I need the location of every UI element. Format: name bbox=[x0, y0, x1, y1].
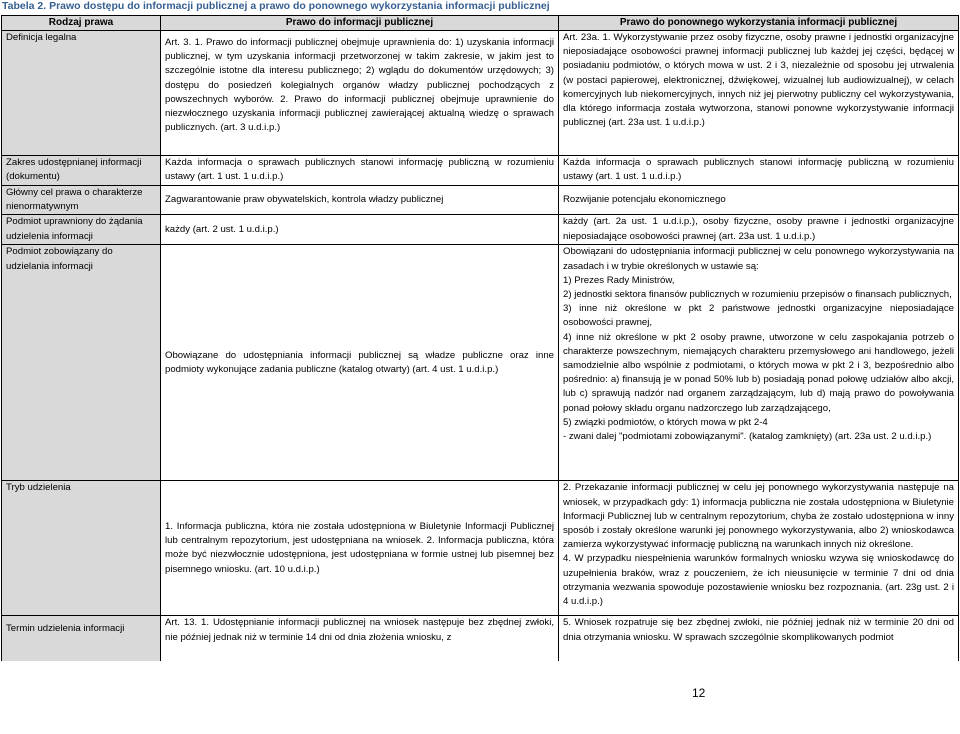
podmiot-zobowiazany-prawo-do-informacji: Obowiązane do udostępniania informacji publicznej są władze publiczne oraz inne podmioty wykonujące zadania publiczne (katalog otwarty) (art. 4 ust. 1 u.d.i.p.) bbox=[161, 245, 559, 481]
cel-prawo-ponownego-wykorzystania: Rozwijanie potencjału ekonomicznego bbox=[559, 186, 959, 215]
table-header-row bbox=[2, 16, 959, 31]
comparison-table bbox=[1, 15, 959, 676]
row-label-zakres: Zakres udostępnianej informacji (dokumentu) bbox=[2, 156, 161, 186]
table-row-zakres bbox=[2, 156, 959, 186]
row-label-tryb: Tryb udzielenia bbox=[2, 481, 161, 616]
row-label-cel: Główny cel prawa o charakterze nienormatywnym bbox=[2, 186, 161, 215]
table-row-definicja bbox=[2, 31, 959, 156]
tryb-paragraph-2: 2. Przekazanie informacji publicznej w celu jej ponownego wykorzystywania następuje na wniosek, w przypadkach gdy: 1) informacja publiczna nie została udostępniona w Biuletynie Informacji Publicznej lub w centralnym repozytorium, chyba że zostało udostępniona w inny sposób i zostały określone warunki jej ponownego wykorzystywania, albo 2) wnioskodawca zamierza wykorzystywać informację publiczną na warunkach innych niż określone. bbox=[563, 482, 954, 551]
zobowiazani-item-2: 2) jednostki sektora finansów publicznych w rozumieniu przepisów o finansach publicznych, bbox=[563, 289, 952, 301]
podmiot-zobowiazany-prawo-ponownego-wykorzystania bbox=[559, 245, 959, 481]
zobowiazani-item-1: 1) Prezes Rady Ministrów, bbox=[563, 274, 675, 286]
header-prawo-do-informacji: Prawo do informacji publicznej bbox=[161, 16, 559, 31]
zobowiazani-item-4: 4) inne niż określone w pkt 2 osoby prawne, utworzone w celu zaspokajania potrzeb o charakterze powszechnym, niemających charakteru przemysłowego ani handlowego, jeżeli samodzielnie albo wspólnie z podmiotami, o których mowa w pkt 2 i 3, bezpośrednio albo pośrednio: a) finansują je w ponad 50% lub b) posiadają ponad połowę udziałów albo akcji, lub c) sprawują nadzór nad organem zarządzającym, lub d) mają prawo do powoływania ponad połowy składu organu nadzorczego lub zarządzającego, bbox=[563, 331, 954, 414]
zobowiazani-item-3: 3) inne niż określone w pkt 2 państwowe jednostki organizacyjne nieposiadające osobowości prawnej, bbox=[563, 303, 954, 329]
row-label-termin: Termin udzielenia informacji bbox=[2, 616, 161, 676]
row-label-definicja: Definicja legalna bbox=[2, 31, 161, 156]
zobowiazani-intro: Obowiązani do udostępniania informacji publicznej w celu ponownego wykorzystywania na zasadach i w trybie określonych w ustawie są: bbox=[563, 246, 954, 272]
header-prawo-ponownego-wykorzystania: Prawo do ponownego wykorzystania informacji publicznej bbox=[559, 16, 959, 31]
row-label-podmiot-zobowiazany: Podmiot zobowiązany do udzielania informacji bbox=[2, 245, 161, 481]
tryb-paragraph-4: 4. W przypadku niespełnienia warunków formalnych wniosku wzywa się wnioskodawcę do uzupełnienia braków, wraz z pouczeniem, że ich nieusunięcie w terminie 7 dni od dnia otrzymania wezwania spowoduje pozostawienie wniosku bez rozpoznania. (art. 23g ust. 2 i 4 u.d.i.p.) bbox=[563, 553, 954, 608]
termin-prawo-ponownego-wykorzystania: 5. Wniosek rozpatruje się bez zbędnej zwłoki, nie później jednak niż w terminie 20 dni od dnia otrzymania wniosku. W sprawach szczególnie skomplikowanych podmiot bbox=[559, 616, 959, 676]
podmiot-uprawniony-prawo-ponownego-wykorzystania: każdy (art. 2a ust. 1 u.d.i.p.), osoby fizyczne, osoby prawne i jednostki organizacyjne nieposiadające osobowości prawnej (art. 23a ust. 1 u.d.i.p.) bbox=[559, 215, 959, 245]
table-row-podmiot-uprawniony bbox=[2, 215, 959, 245]
definicja-prawo-do-informacji: Art. 3. 1. Prawo do informacji publicznej obejmuje uprawnienia do: 1) uzyskania informacji publicznej, w tym uzyskania informacji przetworzonej w takim zakresie, w jakim jest to szczególnie istotne dla interesu publicznego; 2) wglądu do dokumentów urzędowych; 3) dostępu do posiedzeń kolegialnych organów władzy publicznej pochodzących z powszechnych wyborów. 2. Prawo do informacji publicznej obejmuje uprawnienie do niezwłocznego uzyskania informacji publicznej zawierającej aktualną wiedzę o sprawach publicznych. (art. 3 u.d.i.p.) bbox=[161, 31, 559, 156]
definicja-prawo-ponownego-wykorzystania: Art. 23a. 1. Wykorzystywanie przez osoby fizyczne, osoby prawne i jednostki organizacyjne nieposiadające osobowości prawnej informacji publicznej lub każdej jej części, będącej w posiadaniu podmiotów, o których mowa w ust. 2 i 3, niezależnie od sposobu jej utrwalenia (w postaci papierowej, elektronicznej, dźwiękowej, wizualnej lub audiowizualnej), w celach komercyjnych lub niekomercyjnych, innych niż jej pierwotny publiczny cel wykorzystywania, dla którego informacja została wytworzona, stanowi ponowne wykorzystywanie informacji publicznej (art. 23a ust. 1 u.d.i.p.) bbox=[559, 31, 959, 156]
table-row-tryb bbox=[2, 481, 959, 616]
zobowiazani-item-5: 5) związki podmiotów, o których mowa w pkt 2-4 bbox=[563, 416, 768, 428]
page-number: 12 bbox=[692, 686, 706, 700]
table-caption: Tabela 2. Prawo dostępu do informacji publicznej a prawo do ponownego wykorzystania informacji publicznej bbox=[2, 0, 550, 12]
row-label-podmiot-uprawniony: Podmiot uprawniony do żądania udzielenia informacji bbox=[2, 215, 161, 245]
zakres-prawo-do-informacji: Każda informacja o sprawach publicznych stanowi informację publiczną w rozumieniu ustawy (art. 1 ust. 1 u.d.i.p.) bbox=[161, 156, 559, 186]
tryb-prawo-do-informacji: 1. Informacja publiczna, która nie została udostępniona w Biuletynie Informacji Publicznej lub centralnym repozytorium, jest udostępniana na wniosek. 2. Informacja publiczna, która może być niezwłocznie udostępniona, jest udostępniana w formie ustnej lub pisemnej bez pisemnego wniosku. (art. 10 u.d.i.p.) bbox=[161, 481, 559, 616]
zobowiazani-outro: - zwani dalej "podmiotami zobowiązanymi". (katalog zamknięty) (art. 23a ust. 2 u.d.i.p.) bbox=[563, 431, 932, 443]
cel-prawo-do-informacji: Zagwarantowanie praw obywatelskich, kontrola władzy publicznej bbox=[161, 186, 559, 215]
page-bottom-area bbox=[0, 661, 960, 734]
tryb-prawo-ponownego-wykorzystania bbox=[559, 481, 959, 616]
table-row-podmiot-zobowiazany bbox=[2, 245, 959, 481]
podmiot-uprawniony-prawo-do-informacji: każdy (art. 2 ust. 1 u.d.i.p.) bbox=[161, 215, 559, 245]
header-rodzaj-prawa: Rodzaj prawa bbox=[2, 16, 161, 31]
table-row-cel bbox=[2, 186, 959, 215]
termin-prawo-do-informacji: Art. 13. 1. Udostępnianie informacji publicznej na wniosek następuje bez zbędnej zwłoki, nie później jednak niż w terminie 14 dni od dnia złożenia wniosku, z bbox=[161, 616, 559, 676]
zakres-prawo-ponownego-wykorzystania: Każda informacja o sprawach publicznych stanowi informację publiczną w rozumieniu ustawy (art. 1 ust. 1 u.d.i.p.) bbox=[559, 156, 959, 186]
